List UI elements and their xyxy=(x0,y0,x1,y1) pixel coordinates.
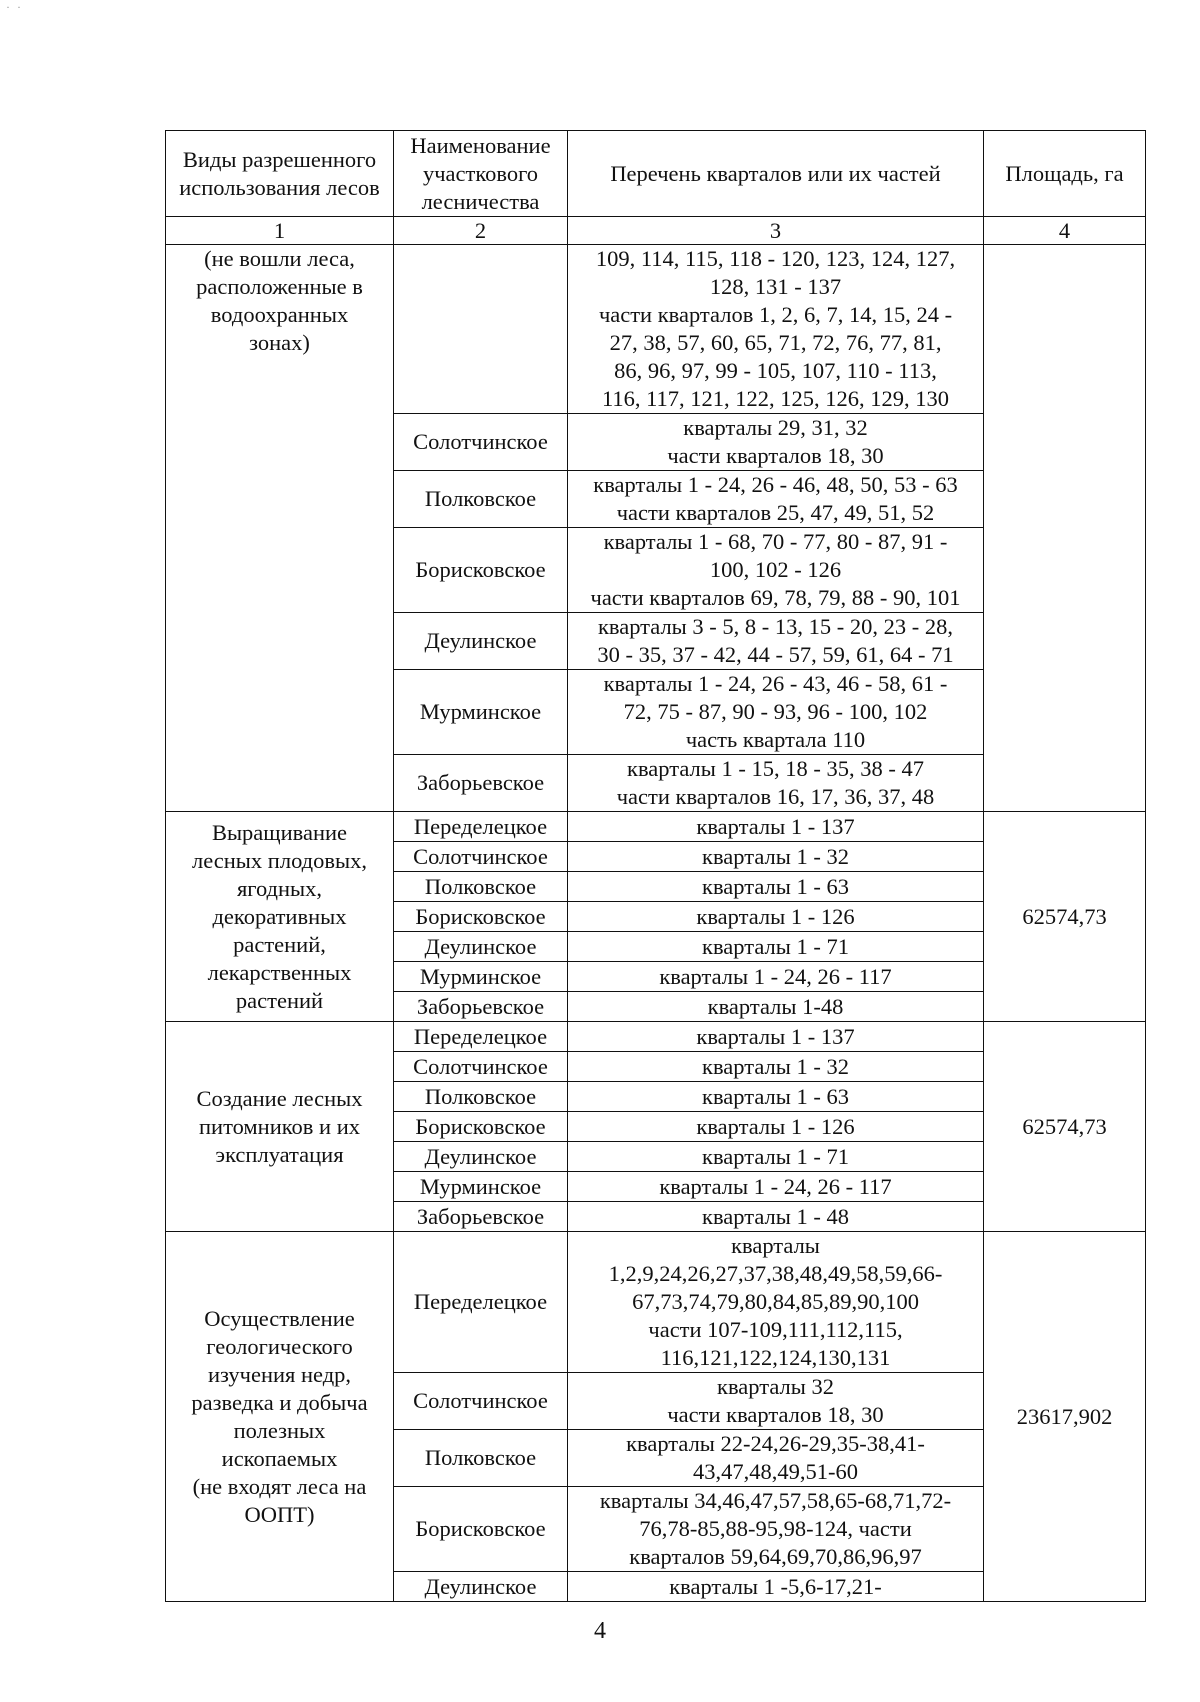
quarters-line: кварталы 1 - 71 xyxy=(702,1143,849,1169)
quarters-line: кварталы 1 - 126 xyxy=(696,1113,855,1139)
header-use-type-line: Виды разрешенного xyxy=(182,146,377,172)
forestry-name-cell: Деулинское xyxy=(394,1572,568,1602)
quarters-cell xyxy=(568,812,984,842)
quarters-line: кварталы 1 - 126 xyxy=(696,903,855,929)
use-type-line: Осуществление xyxy=(204,1305,355,1331)
quarters-line: кварталы 1-48 xyxy=(707,993,844,1019)
quarters-cell xyxy=(568,414,984,471)
quarters-line: кварталы 1 - 48 xyxy=(702,1203,849,1229)
forestry-name-cell: Полковское xyxy=(394,1430,568,1487)
page-number: 4 xyxy=(594,1618,606,1644)
forestry-name-cell: Мурминское xyxy=(394,962,568,992)
quarters-line: 116,121,122,124,130,131 xyxy=(660,1345,891,1370)
quarters-cell xyxy=(568,992,984,1022)
forestry-name-cell: Заборьевское xyxy=(394,992,568,1022)
quarters-line: кварталы 1 - 24, 26 - 117 xyxy=(659,963,892,989)
area-cell: 62574,73 xyxy=(984,1022,1146,1232)
quarters-cell xyxy=(568,932,984,962)
column-number: 4 xyxy=(984,217,1146,245)
quarters-line: 27, 38, 57, 60, 65, 71, 72, 76, 77, 81, xyxy=(609,330,942,355)
quarters-line: кварталы 1 - 71 xyxy=(702,933,849,959)
table-row xyxy=(166,1022,1146,1052)
column-number-row xyxy=(166,217,1146,245)
use-type-line: ягодных, xyxy=(236,875,323,901)
use-type-line: эксплуатация xyxy=(215,1141,344,1167)
quarters-cell xyxy=(568,670,984,755)
forestry-name-cell: Деулинское xyxy=(394,932,568,962)
use-type-line: разведка и добыча xyxy=(191,1389,368,1415)
quarters-line: части кварталов 69, 78, 79, 88 - 90, 101 xyxy=(590,585,961,610)
quarters-line: кварталы 1 - 24, 26 - 117 xyxy=(659,1173,892,1199)
header-area: Площадь, га xyxy=(984,131,1146,217)
quarters-line: кварталы xyxy=(731,1233,820,1258)
quarters-line: кварталы 1 - 32 xyxy=(702,1053,849,1079)
quarters-cell xyxy=(568,1202,984,1232)
quarters-line: кварталы 34,46,47,57,58,65-68,71,72- xyxy=(599,1488,952,1513)
forestry-name-cell: Полковское xyxy=(394,872,568,902)
quarters-cell xyxy=(568,755,984,812)
forestry-name-cell: Мурминское xyxy=(394,670,568,755)
quarters-line: кварталы 1 - 24, 26 - 43, 46 - 58, 61 - xyxy=(603,671,948,696)
quarters-line: 43,47,48,49,51-60 xyxy=(693,1459,858,1484)
quarters-cell xyxy=(568,471,984,528)
forestry-name-cell: Солотчинское xyxy=(394,842,568,872)
use-type-cell xyxy=(166,812,394,1022)
quarters-line: 76,78-85,88-95,98-124, части xyxy=(639,1516,912,1541)
table-row xyxy=(166,245,1146,414)
quarters-line: кварталы 1 - 24, 26 - 46, 48, 50, 53 - 63 xyxy=(593,472,958,497)
quarters-cell xyxy=(568,962,984,992)
forestry-name-cell: Солотчинское xyxy=(394,1052,568,1082)
quarters-line: части 107-109,111,112,115, xyxy=(648,1317,903,1342)
use-type-line: расположенные в xyxy=(196,274,363,299)
use-type-line: зонах) xyxy=(249,330,310,355)
forestry-name-cell: Борисковское xyxy=(394,1112,568,1142)
quarters-cell xyxy=(568,1022,984,1052)
use-type-cell xyxy=(166,1022,394,1232)
header-quarters-list: Перечень кварталов или их частей xyxy=(568,131,984,217)
quarters-cell xyxy=(568,872,984,902)
scan-artifact: · · xyxy=(6,0,23,14)
use-type-line: питомников и их xyxy=(198,1113,360,1139)
use-type-line: растений xyxy=(235,987,324,1013)
quarters-cell xyxy=(568,613,984,670)
area-cell xyxy=(984,245,1146,812)
quarters-cell xyxy=(568,1487,984,1572)
header-use-type-line: использования лесов xyxy=(179,174,380,200)
quarters-cell xyxy=(568,842,984,872)
quarters-line: части кварталов 18, 30 xyxy=(667,1402,884,1427)
quarters-line: 109, 114, 115, 118 - 120, 123, 124, 127, xyxy=(595,246,956,271)
quarters-line: части кварталов 25, 47, 49, 51, 52 xyxy=(616,500,935,525)
table-row xyxy=(166,812,1146,842)
forestry-name-cell: Солотчинское xyxy=(394,414,568,471)
forestry-name-cell: Деулинское xyxy=(394,1142,568,1172)
use-type-line: водоохранных xyxy=(210,302,349,327)
quarters-line: кварталы 1 - 68, 70 - 77, 80 - 87, 91 - xyxy=(603,529,948,554)
quarters-line: кварталы 1 - 63 xyxy=(702,873,849,899)
header-forestry-line: участкового xyxy=(422,160,539,186)
use-type-line: лекарственных xyxy=(207,959,352,985)
quarters-line: кварталы 1 -5,6-17,21- xyxy=(669,1573,882,1599)
header-forestry-line: Наименование xyxy=(410,132,551,158)
quarters-line: часть квартала 110 xyxy=(685,727,866,752)
quarters-cell xyxy=(568,528,984,613)
table-header-row xyxy=(166,131,1146,217)
quarters-line: 86, 96, 97, 99 - 105, 107, 110 - 113, xyxy=(614,358,937,383)
forestry-name-cell: Мурминское xyxy=(394,1172,568,1202)
quarters-cell xyxy=(568,1142,984,1172)
quarters-line: 1,2,9,24,26,27,37,38,48,49,58,59,66- xyxy=(608,1261,943,1286)
quarters-line: кварталы 1 - 137 xyxy=(696,1023,855,1049)
area-cell: 62574,73 xyxy=(984,812,1146,1022)
quarters-line: кварталы 3 - 5, 8 - 13, 15 - 20, 23 - 28, xyxy=(597,614,954,639)
quarters-cell xyxy=(568,902,984,932)
use-type-cell xyxy=(166,1232,394,1602)
quarters-line: части кварталов 1, 2, 6, 7, 14, 15, 24 - xyxy=(598,302,953,327)
forestry-name-cell: Полковское xyxy=(394,1082,568,1112)
use-type-line: лесных плодовых, xyxy=(192,847,367,873)
forestry-name-cell: Заборьевское xyxy=(394,1202,568,1232)
quarters-cell xyxy=(568,1052,984,1082)
quarters-line: кварталы 1 - 137 xyxy=(696,813,855,839)
quarters-cell xyxy=(568,1430,984,1487)
forestry-name-cell: Переделецкое xyxy=(394,1022,568,1052)
forest-use-table xyxy=(165,130,1146,1602)
forestry-name-cell: Переделецкое xyxy=(394,812,568,842)
quarters-line: кварталы 22-24,26-29,35-38,41- xyxy=(626,1431,925,1456)
quarters-line: 30 - 35, 37 - 42, 44 - 57, 59, 61, 64 - 71 xyxy=(597,642,954,667)
forestry-name-cell: Борисковское xyxy=(394,1487,568,1572)
use-type-line: ископаемых xyxy=(221,1445,338,1471)
quarters-line: 100, 102 - 126 xyxy=(709,557,842,582)
quarters-line: части кварталов 16, 17, 36, 37, 48 xyxy=(616,784,935,809)
forestry-name-cell: Борисковское xyxy=(394,528,568,613)
quarters-line: 128, 131 - 137 xyxy=(709,274,842,299)
quarters-line: части кварталов 18, 30 xyxy=(667,443,884,468)
quarters-cell xyxy=(568,1373,984,1430)
quarters-line: кварталы 1 - 63 xyxy=(702,1083,849,1109)
use-type-line: ООПТ) xyxy=(244,1501,315,1527)
area-cell: 23617,902 xyxy=(984,1232,1146,1602)
quarters-cell xyxy=(568,1112,984,1142)
header-forestry-name xyxy=(394,131,568,217)
use-type-line: (не входят леса на xyxy=(192,1473,367,1499)
quarters-line: кварталы 32 xyxy=(717,1374,834,1399)
quarters-line: 72, 75 - 87, 90 - 93, 96 - 100, 102 xyxy=(623,699,928,724)
use-type-line: изучения недр, xyxy=(207,1361,352,1387)
quarters-cell xyxy=(568,1172,984,1202)
table-row xyxy=(166,1232,1146,1373)
forestry-name-cell: Переделецкое xyxy=(394,1232,568,1373)
quarters-line: кварталы 1 - 15, 18 - 35, 38 - 47 xyxy=(627,756,924,781)
column-number: 3 xyxy=(568,217,984,245)
quarters-cell xyxy=(568,1232,984,1373)
forestry-name-cell: Борисковское xyxy=(394,902,568,932)
use-type-line: геологического xyxy=(206,1333,353,1359)
use-type-line: растений, xyxy=(233,931,326,957)
quarters-cell xyxy=(568,245,984,414)
quarters-cell xyxy=(568,1082,984,1112)
use-type-line: Выращивание xyxy=(211,819,348,845)
use-type-line: полезных xyxy=(233,1417,326,1443)
header-forestry-line: лесничества xyxy=(421,188,540,214)
forestry-name-cell: Полковское xyxy=(394,471,568,528)
forestry-name-cell: Заборьевское xyxy=(394,755,568,812)
quarters-line: 67,73,74,79,80,84,85,89,90,100 xyxy=(632,1289,919,1314)
quarters-line: кварталов 59,64,69,70,86,96,97 xyxy=(629,1544,922,1569)
column-number: 1 xyxy=(166,217,394,245)
column-number: 2 xyxy=(394,217,568,245)
forestry-name-cell: Деулинское xyxy=(394,613,568,670)
use-type-line: декоративных xyxy=(212,903,347,929)
forestry-name-cell xyxy=(394,245,568,414)
quarters-cell xyxy=(568,1572,984,1602)
quarters-line: 116, 117, 121, 122, 125, 126, 129, 130 xyxy=(601,386,950,411)
use-type-line: Создание лесных xyxy=(196,1085,363,1111)
quarters-line: кварталы 29, 31, 32 xyxy=(683,415,868,440)
use-type-cell xyxy=(166,245,394,812)
forestry-name-cell: Солотчинское xyxy=(394,1373,568,1430)
header-use-type xyxy=(166,131,394,217)
use-type-line: (не вошли леса, xyxy=(204,246,355,271)
quarters-line: кварталы 1 - 32 xyxy=(702,843,849,869)
